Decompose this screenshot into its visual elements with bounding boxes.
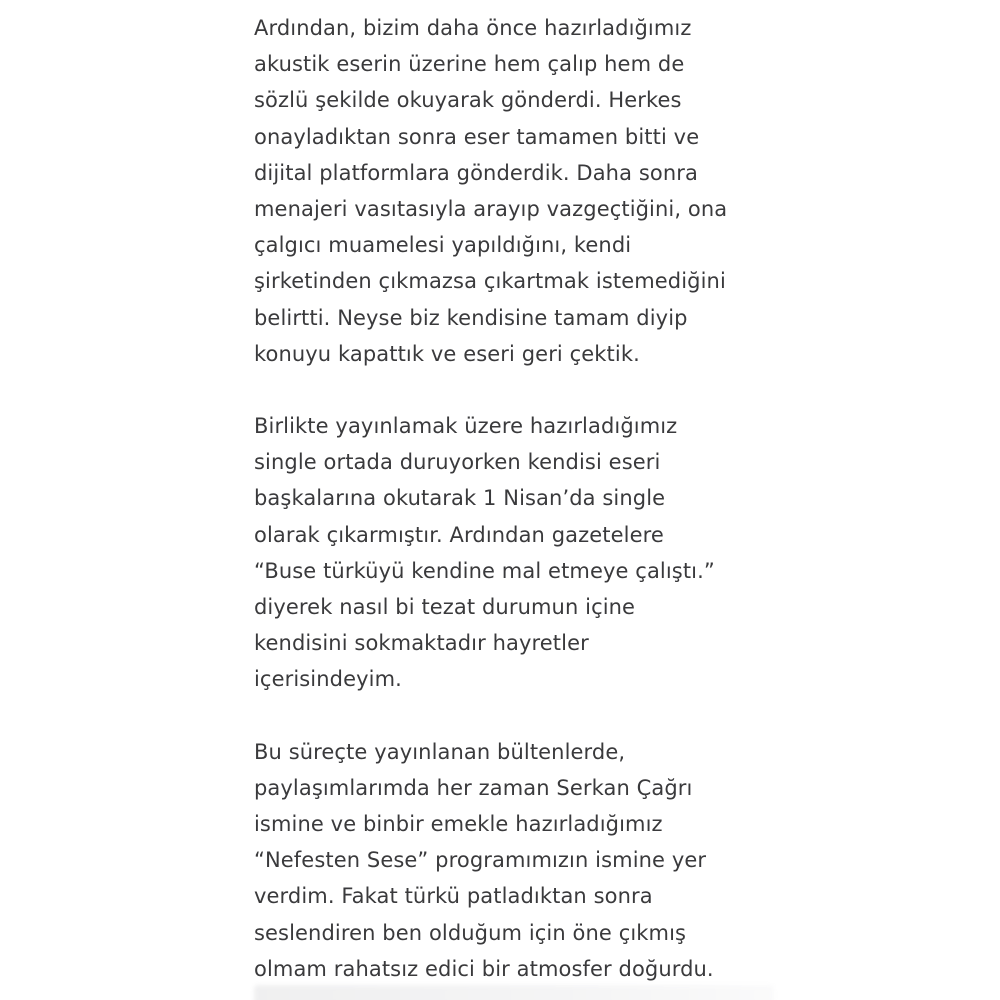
text-line: Birlikte yayınlamak üzere hazırladığımız <box>254 414 678 439</box>
text-line: diyerek nasıl bi tezat durumun içine <box>254 595 636 620</box>
text-column <box>254 10 764 987</box>
text-line: Ardından, bizim daha önce hazırladığımız <box>254 16 692 40</box>
text-line: “Nefesten Sese” programımızın ismine yer <box>254 848 707 873</box>
text-line: paylaşımlarımda her zaman Serkan Çağrı <box>254 775 693 800</box>
paragraph-2 <box>254 408 764 698</box>
cut-off-text-fade <box>254 985 774 1000</box>
text-line: single ortada duruyorken kendisi eseri <box>254 450 661 475</box>
text-line: onayladıktan sonra eser tamamen bitti ve <box>254 124 700 149</box>
text-line: olarak çıkarmıştır. Ardından gazetelere <box>254 522 664 547</box>
text-line: içerisindeyim. <box>254 667 402 692</box>
paragraph-3 <box>254 734 764 987</box>
text-line: akustik eserin üzerine hem çalıp hem de <box>254 52 685 77</box>
text-line: dijital platformlara gönderdik. Daha sonra <box>254 160 698 185</box>
text-line: seslendiren ben olduğum için öne çıkmış <box>254 920 687 945</box>
text-line: Bu süreçte yayınlanan bültenlerde, <box>254 739 626 764</box>
text-line: olmam rahatsız edici bir atmosfer doğurdu. <box>254 956 714 981</box>
text-line: belirtti. Neyse biz kendisine tamam diyip <box>254 305 688 330</box>
text-line: ismine ve binbir emekle hazırladığımız <box>254 812 663 837</box>
text-line: kendisini sokmaktadır hayretler <box>254 631 589 656</box>
text-line: şirketinden çıkmazsa çıkartmak istemediğini <box>254 269 726 294</box>
text-line: konuyu kapattık ve eseri geri çektik. <box>254 341 640 366</box>
text-line: verdim. Fakat türkü patladıktan sonra <box>254 884 653 909</box>
text-line: başkalarına okutarak 1 Nisan’da single <box>254 486 666 511</box>
text-line: menajeri vasıtasıyla arayıp vazgeçtiğini, ona <box>254 197 728 222</box>
paragraph-1 <box>254 10 764 372</box>
text-line: “Buse türküyü kendine mal etmeye çalıştı.” <box>254 558 715 583</box>
text-line: sözlü şekilde okuyarak gönderdi. Herkes <box>254 88 682 113</box>
text-line: çalgıcı muamelesi yapıldığını, kendi <box>254 233 632 258</box>
